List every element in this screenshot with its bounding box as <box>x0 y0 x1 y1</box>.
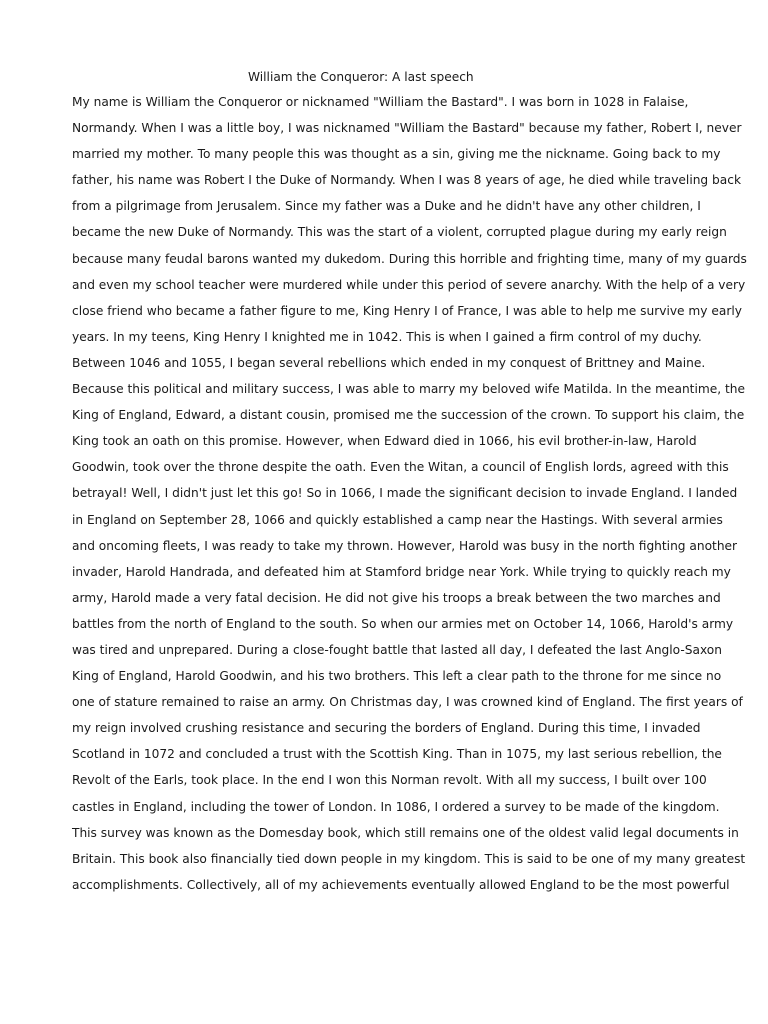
body-line: close friend who became a father figure to me, King Henry I of France, I was able to help me survive my early <box>72 303 742 318</box>
body-line: King of England, Harold Goodwin, and his two brothers. This left a clear path to the throne for me since no <box>72 669 722 684</box>
body-line: married my mother. To many people this was thought as a sin, giving me the nickname. Going back to my <box>72 147 721 162</box>
body-line: Goodwin, took over the throne despite the oath. Even the Witan, a council of English lords, agreed with this <box>72 460 729 475</box>
body-line: and oncoming fleets, I was ready to take my thrown. However, Harold was busy in the north fighting another <box>72 538 738 553</box>
body-line: accomplishments. Collectively, all of my achievements eventually allowed England to be the most powerful <box>72 877 730 892</box>
body-line: invader, Harold Handrada, and defeated him at Stamford bridge near York. While trying to quickly reach my <box>72 564 731 579</box>
body-line: army, Harold made a very fatal decision. He did not give his troops a break between the two marches and <box>72 590 721 605</box>
body-line: betrayal! Well, I didn't just let this go! So in 1066, I made the significant decision to invade England. I landed <box>72 486 738 501</box>
body-line: in England on September 28, 1066 and quickly established a camp near the Hastings. With several armies <box>72 512 723 527</box>
body-line: years. In my teens, King Henry I knighted me in 1042. This is when I gained a firm control of my duchy. <box>72 329 702 344</box>
body-line: Scotland in 1072 and concluded a trust with the Scottish King. Than in 1075, my last serious rebellion, the <box>72 747 722 762</box>
body-line: King of England, Edward, a distant cousin, promised me the succession of the crown. To support his claim, the <box>72 408 745 423</box>
body-line: Because this political and military success, I was able to marry my beloved wife Matilda. In the meantime, the <box>72 382 745 397</box>
body-line: became the new Duke of Normandy. This was the start of a violent, corrupted plague during my early reign <box>72 225 727 240</box>
body-line: Revolt of the Earls, took place. In the end I won this Norman revolt. With all my success, I built over 100 <box>72 773 707 788</box>
body-line: Britain. This book also financially tied down people in my kingdom. This is said to be one of my many greatest <box>72 851 746 866</box>
body-line: castles in England, including the tower of London. In 1086, I ordered a survey to be made of the kingdom. <box>72 799 720 814</box>
body-line: My name is William the Conqueror or nicknamed "William the Bastard". I was born in 1028 in Falaise, <box>72 95 689 109</box>
body-line: Between 1046 and 1055, I began several rebellions which ended in my conquest of Brittney and Maine. <box>72 355 706 370</box>
body-line: my reign involved crushing resistance and securing the borders of England. During this time, I invaded <box>72 721 701 736</box>
document-title: William the Conqueror: A last speech <box>248 70 474 84</box>
body-line: one of stature remained to raise an army. On Christmas day, I was crowned kind of England. The first years of <box>72 695 743 710</box>
body-line: Normandy. When I was a little boy, I was nicknamed "William the Bastard" because my father, Robert I, never <box>72 121 742 136</box>
body-line: This survey was known as the Domesday book, which still remains one of the oldest valid legal documents in <box>72 825 739 840</box>
body-line: father, his name was Robert I the Duke of Normandy. When I was 8 years of age, he died while traveling back <box>72 173 742 188</box>
body-line: was tired and unprepared. During a close-fought battle that lasted all day, I defeated the last Anglo-Saxon <box>72 642 722 657</box>
body-line: King took an oath on this promise. However, when Edward died in 1066, his evil brother-in-law, Harold <box>72 434 697 449</box>
body-line: and even my school teacher were murdered while under this period of severe anarchy. With the help of a very <box>72 277 746 292</box>
document-body <box>72 92 747 901</box>
body-line: because many feudal barons wanted my dukedom. During this horrible and frighting time, many of my guards <box>72 251 747 266</box>
body-line: battles from the north of England to the south. So when our armies met on October 14, 1066, Harold's army <box>72 616 734 631</box>
body-line: from a pilgrimage from Jerusalem. Since my father was a Duke and he didn't have any other children, I <box>72 199 701 214</box>
